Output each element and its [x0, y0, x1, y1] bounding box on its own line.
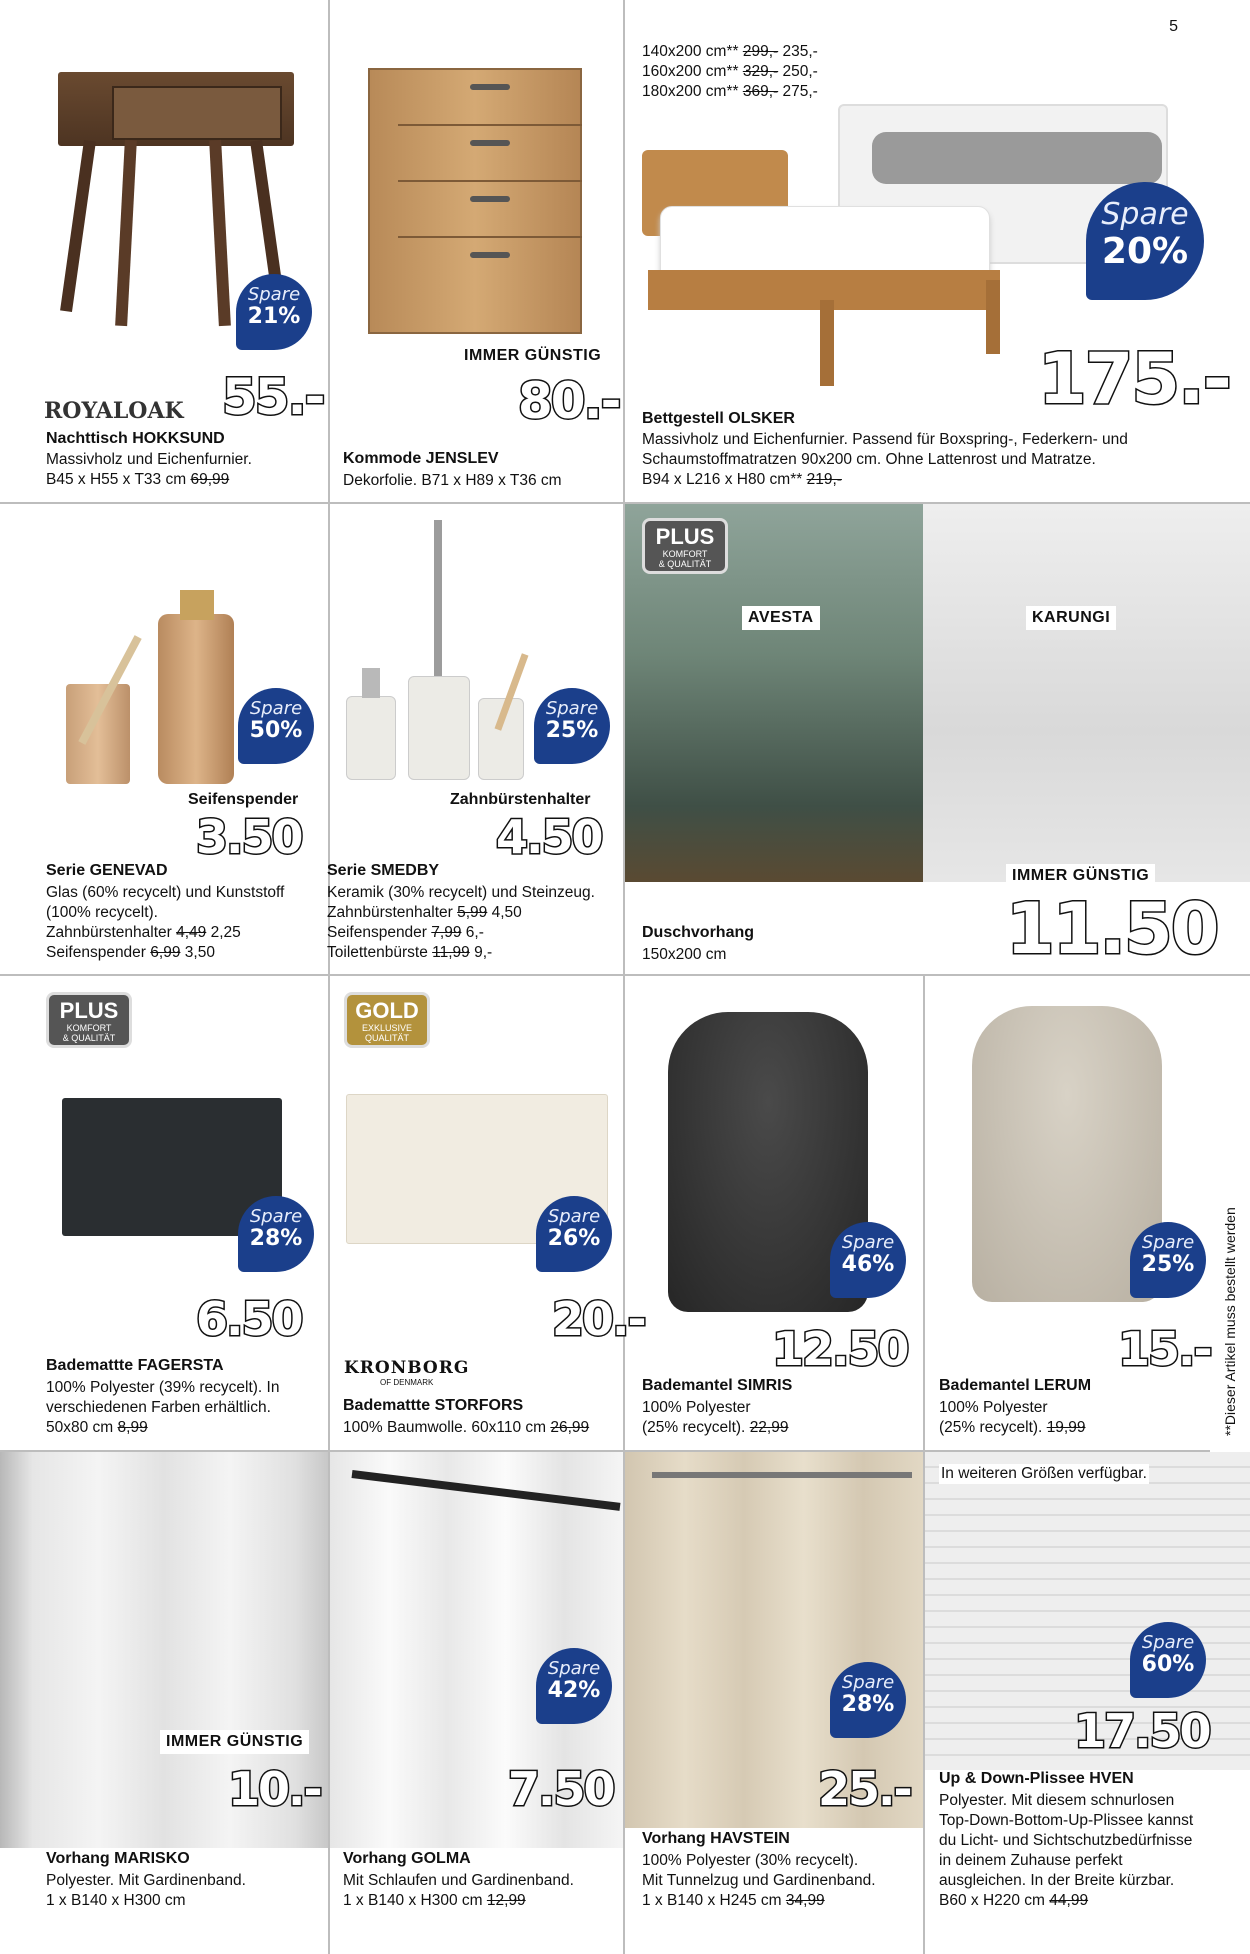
- price: 7.50: [508, 1762, 614, 1816]
- old-price: 12,99: [486, 1892, 526, 1909]
- product-description: Polyester. Mit diesem schnurlosen Top-Down-Bottom-Up-Plissee kannst du Licht- und Sichtschutzbedürfnisse in deinem Zuhause perfekt ausgleichen. In der Breite kürzbar. B60 x H220 cm 44,99: [939, 1792, 1194, 1909]
- dresser-drawer-line: [398, 180, 582, 182]
- product-description: Dekorfolie. B71 x H89 x T36 cm: [343, 472, 562, 489]
- product-description: Massivholz und Eichenfurnier. Passend für Boxspring-, Federkern- und Schaumstoffmatratzen 90x200 cm. Ohne Lattenrost und Matratze. B94 x L216 x H80 cm** 219,-: [642, 431, 1128, 488]
- curtain-label-avesta: AVESTA: [742, 606, 820, 630]
- product-title: Duschvorhang: [642, 924, 755, 941]
- price: 12.50: [772, 1322, 908, 1376]
- price: 3.50: [196, 810, 302, 864]
- old-price: 34,99: [785, 1892, 825, 1909]
- discount-badge: Spare 42%: [536, 1648, 612, 1724]
- dresser-drawer-line: [398, 124, 582, 126]
- toilet-brush-handle: [434, 520, 442, 680]
- product-description: 100% Polyester (30% recycelt). Mit Tunnelzug und Gardinenband. 1 x B140 x H245 cm 34,99: [642, 1852, 876, 1909]
- price: 55.-: [222, 368, 324, 426]
- dresser-drawer-line: [398, 236, 582, 238]
- product-title: Vorhang MARISKO: [46, 1850, 190, 1867]
- product-title: Vorhang GOLMA: [343, 1850, 471, 1867]
- divider: [328, 0, 330, 502]
- price: 80.-: [518, 372, 620, 430]
- product-description: 100% Polyester (25% recycelt). 19,99: [939, 1399, 1086, 1436]
- side-note: **Dieser Artikel muss bestellt werden: [1222, 1207, 1238, 1436]
- price: 20.-: [552, 1292, 645, 1346]
- nightstand-leg: [60, 140, 96, 312]
- product-description: Glas (60% recycelt) und Kunststoff (100% recycelt). Zahnbürstenhalter 4,49 2,25 Seifenspender 6,99 3,50: [46, 884, 285, 961]
- immer-guenstig-tag: IMMER GÜNSTIG: [160, 1730, 309, 1754]
- product-description: 100% Polyester (25% recycelt). 22,99: [642, 1399, 789, 1436]
- old-price: 44,99: [1049, 1892, 1089, 1909]
- grey-blanket: [872, 132, 1162, 184]
- size-note: In weiteren Größen verfügbar.: [941, 1465, 1147, 1482]
- product-description: Polyester. Mit Gardinenband. 1 x B140 x H300 cm: [46, 1872, 246, 1909]
- product-description: 150x200 cm: [642, 946, 727, 963]
- brand-sub: OF DENMARK: [380, 1378, 434, 1387]
- toilet-brush-holder: [408, 676, 470, 780]
- product-title: Vorhang HAVSTEIN: [642, 1830, 790, 1847]
- brand-logo-royaloak: ROYALOAK: [44, 398, 184, 424]
- old-price: 69,99: [190, 471, 230, 488]
- dresser-handle: [470, 252, 510, 258]
- product-description: Keramik (30% recycelt) und Steinzeug. Zahnbürstenhalter 5,99 4,50 Seifenspender 7,99 6,- Toilettenbürste 11,99 9,-: [327, 884, 595, 961]
- price: 11.50: [1006, 888, 1218, 970]
- bed-leg: [820, 300, 834, 386]
- product-description: 100% Polyester (39% recycelt). In verschiedenen Farben erhältlich. 50x80 cm 8,99: [46, 1379, 280, 1436]
- product-title: Bademattte STORFORS: [343, 1397, 524, 1414]
- nightstand-leg: [115, 140, 137, 326]
- size-price-list: 140x200 cm** 299,- 235,- 160x200 cm** 329,- 250,- 180x200 cm** 369,- 275,-: [642, 43, 818, 100]
- pump-head: [362, 668, 380, 698]
- brand-logo-kronborg: KRONBORG: [344, 1358, 470, 1378]
- discount-badge: Spare 60%: [1130, 1622, 1206, 1698]
- old-price: 8,99: [117, 1419, 148, 1436]
- price: 17.50: [1074, 1704, 1210, 1758]
- pump-head: [180, 590, 214, 620]
- old-price: 219,-: [806, 471, 842, 488]
- bed-leg: [986, 280, 1000, 354]
- product-title: Kommode JENSLEV: [343, 450, 499, 467]
- price: 6.50: [196, 1292, 302, 1346]
- discount-badge: Spare 20%: [1086, 182, 1204, 300]
- image-caption: Zahnbürstenhalter: [450, 791, 591, 808]
- product-title: Up & Down-Plissee HVEN: [939, 1770, 1134, 1787]
- curtain-label-karungi: KARUNGI: [1026, 606, 1116, 630]
- discount-badge: Spare 25%: [1130, 1222, 1206, 1298]
- dresser-handle: [470, 84, 510, 90]
- price: 10.-: [228, 1762, 321, 1816]
- glass-cup-image: [66, 684, 130, 784]
- price: 25.-: [818, 1762, 911, 1816]
- soap-dispenser-image: [158, 614, 234, 784]
- immer-guenstig-tag: IMMER GÜNSTIG: [458, 344, 607, 368]
- discount-badge: Spare 50%: [238, 688, 314, 764]
- discount-badge: Spare 46%: [830, 1222, 906, 1298]
- product-title: Bettgestell OLSKER: [642, 410, 795, 427]
- plus-quality-badge: PLUS KOMFORT & QUALITÄT: [642, 518, 728, 574]
- old-price: 22,99: [749, 1419, 789, 1436]
- product-title: Bademattte FAGERSTA: [46, 1357, 224, 1374]
- image-caption: Seifenspender: [188, 791, 299, 808]
- price: 175.-: [1038, 338, 1230, 420]
- soap-dispenser-image: [346, 696, 396, 780]
- price: 4.50: [496, 810, 602, 864]
- discount-badge: Spare 25%: [534, 688, 610, 764]
- product-title: Bademantel SIMRIS: [642, 1377, 793, 1394]
- old-price: 26,99: [550, 1419, 590, 1436]
- discount-badge: Spare 26%: [536, 1196, 612, 1272]
- price: 15.-: [1118, 1322, 1211, 1376]
- discount-badge: Spare 28%: [238, 1196, 314, 1272]
- curtain-rod: [652, 1472, 912, 1478]
- product-title: Serie GENEVAD: [46, 862, 168, 879]
- divider: [0, 974, 1250, 976]
- old-price: 19,99: [1046, 1419, 1086, 1436]
- dresser-handle: [470, 140, 510, 146]
- nightstand-leg: [209, 140, 231, 326]
- gold-quality-badge: GOLD EXKLUSIVE QUALITÄT: [344, 992, 430, 1048]
- product-description: Mit Schlaufen und Gardinenband. 1 x B140 x H300 cm 12,99: [343, 1872, 574, 1909]
- dresser-handle: [470, 196, 510, 202]
- page-number: 5: [1169, 18, 1178, 35]
- product-description: Massivholz und Eichenfurnier. B45 x H55 x T33 cm 69,99: [46, 451, 252, 488]
- product-description: 100% Baumwolle. 60x110 cm 26,99: [343, 1419, 590, 1436]
- product-title: Serie SMEDBY: [327, 862, 440, 879]
- plus-quality-badge: PLUS KOMFORT & QUALITÄT: [46, 992, 132, 1048]
- nightstand-drawer: [112, 86, 282, 140]
- immer-guenstig-tag: IMMER GÜNSTIG: [1006, 864, 1155, 888]
- discount-badge: Spare 28%: [830, 1662, 906, 1738]
- reed-curtain-image: [923, 504, 1250, 882]
- product-title: Nachttisch HOKKSUND: [46, 430, 225, 447]
- discount-badge: Spare 21%: [236, 274, 312, 350]
- product-title: Bademantel LERUM: [939, 1377, 1092, 1394]
